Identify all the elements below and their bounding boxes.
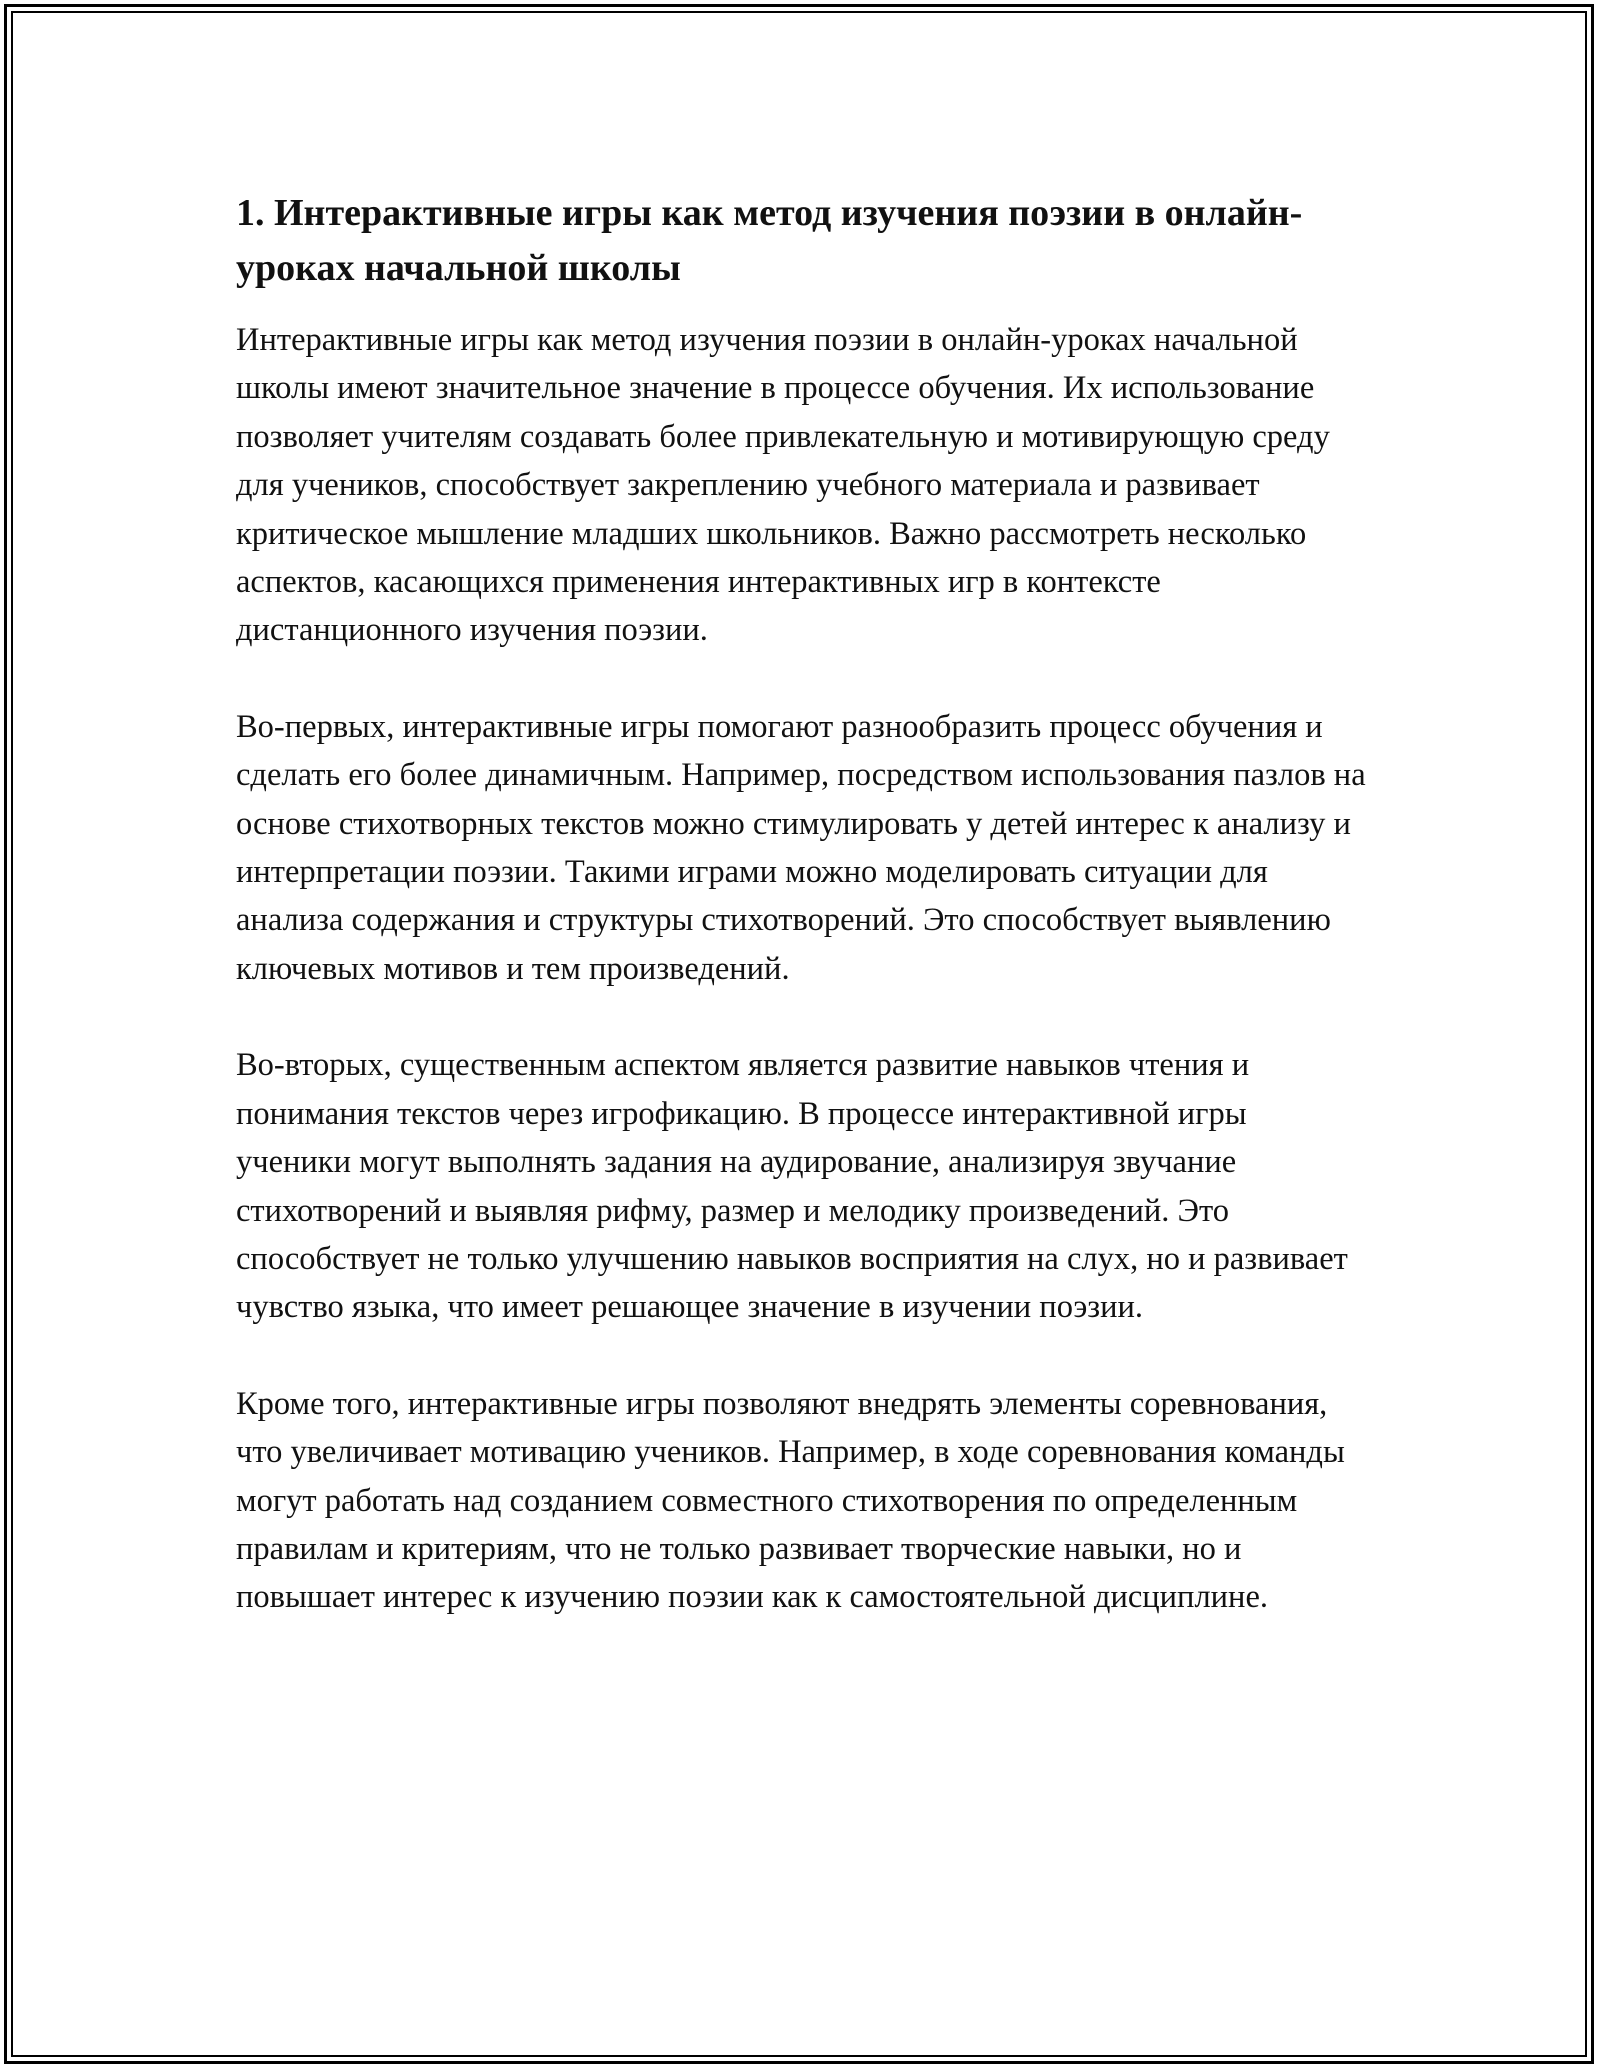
document-body	[236, 186, 1366, 1670]
paragraph-first: Во-первых, интерактивные игры помогают разнообразить процесс обучения и сделать его более динамичным. Например, посредством использования пазлов на основе стихотворных текстов можно стимулировать у детей интерес к анализу и интерпретации поэзии. Такими играми можно моделировать ситуации для анализа содержания и структуры стихотворений. Это способствует выявлению ключевых мотивов и тем произведений.	[236, 708, 1366, 987]
paragraph-second: Во-вторых, существенным аспектом является развитие навыков чтения и понимания текстов через игрофикацию. В процессе интерактивной игры ученики могут выполнять задания на аудирование, анализируя звучание стихотворений и выявляя рифму, размер и мелодику произведений. Это способствует не только улучшению навыков восприятия на слух, но и развивает чувство языка, что имеет решающее значение в изучении поэзии.	[236, 1047, 1348, 1326]
paragraph-third: Кроме того, интерактивные игры позволяют внедрять элементы соревнования, что увеличивает мотивацию учеников. Например, в ходе соревнования команды могут работать над созданием совместного стихотворения по определенным правилам и критериям, что не только развивает творческие навыки, но и повышает интерес к изучению поэзии как к самостоятельной дисциплине.	[236, 1385, 1345, 1616]
paragraph-intro: Интерактивные игры как метод изучения поэзии в онлайн-уроках начальной школы имеют значительное значение в процессе обучения. Их использование позволяет учителям создавать более привлекательную и мотивирующую среду для учеников, способствует закреплению учебного материала и развивает критическое мышление младших школьников. Важно рассмотреть несколько аспектов, касающихся применения интерактивных игр в контексте дистанционного изучения поэзии.	[236, 322, 1330, 649]
section-heading: 1. Интерактивные игры как метод изучения поэзии в онлайн-уроках начальной школы	[236, 192, 1303, 289]
